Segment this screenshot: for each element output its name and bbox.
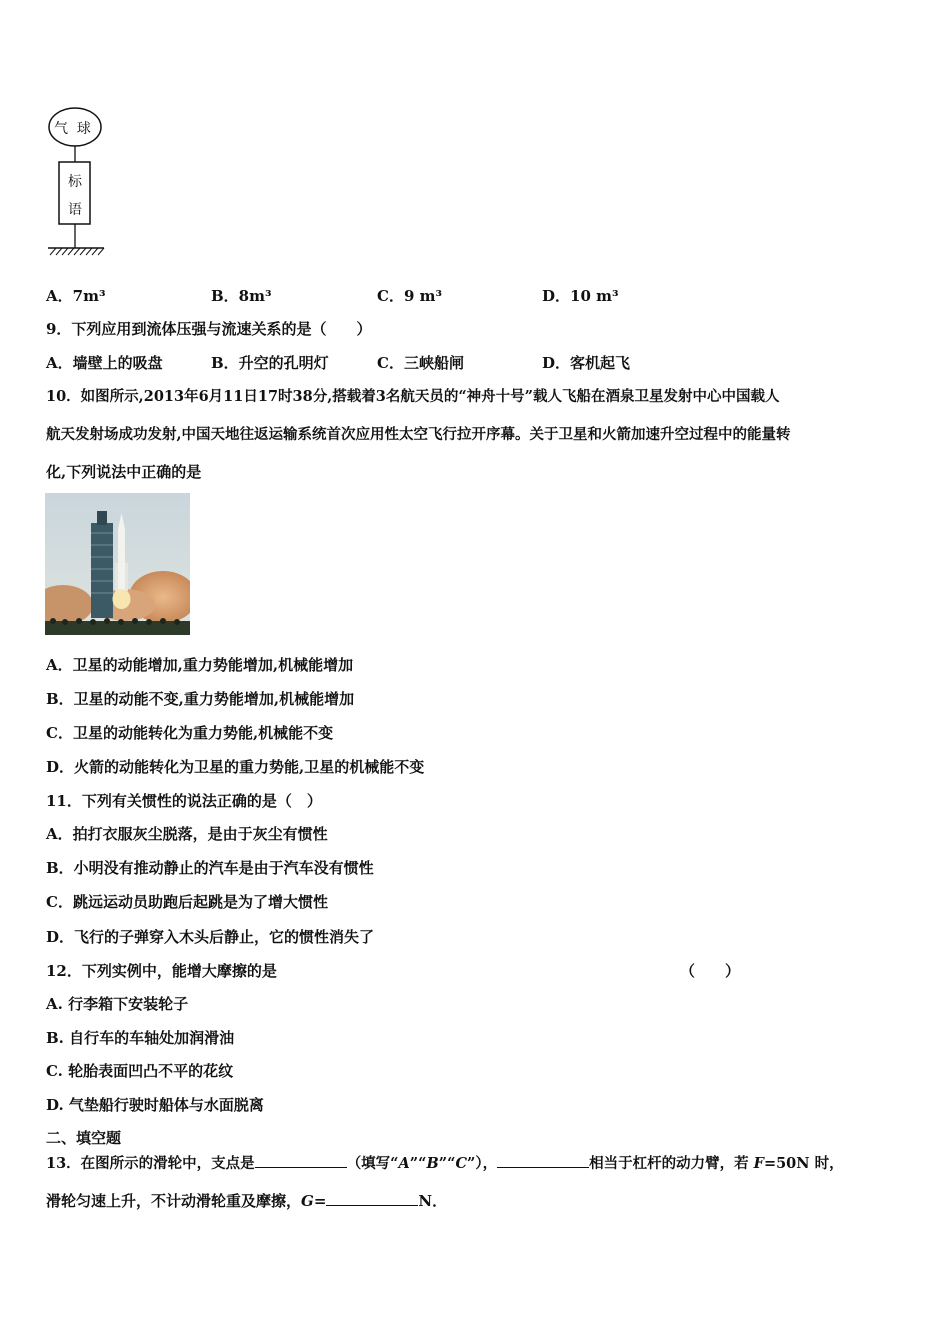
photo-flame xyxy=(113,589,131,609)
q12-option-b: B. 自行车的车轴处加润滑油 xyxy=(46,1029,235,1047)
q10-option-b: B．卫星的动能不变,重力势能增加,机械能增加 xyxy=(46,690,355,708)
q13-text-4: 相当于杠杆的动力臂，若 xyxy=(589,1155,754,1172)
photo-rocket-body xyxy=(118,529,125,591)
q9-option-c: C．三峡船闸 xyxy=(377,354,464,372)
balloon-label: 气 球 xyxy=(54,121,91,137)
q13-var-f: F xyxy=(753,1155,764,1172)
q8-option-c: C．9 m³ xyxy=(377,287,443,305)
q11-option-c: C．跳远运动员助跑后起跳是为了增大惯性 xyxy=(46,893,328,911)
photo-rocket-booster-r xyxy=(125,563,128,591)
q12-option-a: A. 行李箱下安装轮子 xyxy=(46,995,189,1013)
q10-stem-line-2: 航天发射场成功发射,中国天地往返运输系统首次应用性太空飞行拉开序幕。关于卫星和火箭加速升空过程中的能量转 xyxy=(46,426,791,443)
q11-option-b: B．小明没有推动静止的汽车是由于汽车没有惯性 xyxy=(46,859,374,877)
q13-text-5: =50N 时， xyxy=(763,1155,844,1172)
q9-option-b: B．升空的孔明灯 xyxy=(211,354,329,372)
banner-char-1: 标 xyxy=(68,174,82,190)
q12-option-c: C. 轮胎表面凹凸不平的花纹 xyxy=(46,1062,234,1080)
ground-hatching xyxy=(50,248,104,255)
q11-option-a: A．拍打衣服灰尘脱落，是由于灰尘有惯性 xyxy=(46,825,328,843)
q10-stem-line-1: 10．如图所示,2013年6月11日17时38分,搭载着3名航天员的“神舟十号”载人飞船在酒泉卫星发射中心中国载人 xyxy=(46,388,780,405)
q13-text-1: 13．在图所示的滑轮中，支点是 xyxy=(46,1155,255,1172)
q10-option-d: D．火箭的动能转化为卫星的重力势能,卫星的机械能不变 xyxy=(46,758,425,776)
q13-fulcrum-blank[interactable] xyxy=(255,1152,347,1168)
q13-label-b: B xyxy=(426,1155,439,1172)
q10-stem-line-3: 化,下列说法中正确的是 xyxy=(46,463,202,481)
photo-tower-top xyxy=(97,511,107,525)
q11-option-d: D．飞行的子弹穿入木头后静止，它的惯性消失了 xyxy=(46,928,375,946)
q9-option-d: D．客机起飞 xyxy=(542,354,631,372)
q8-option-d: D．10 m³ xyxy=(542,287,619,305)
q13-text-7: = xyxy=(313,1192,327,1210)
q13-line-2 xyxy=(46,1190,447,1211)
q13-text-3: ”）， xyxy=(466,1155,498,1172)
q13-var-g: G xyxy=(301,1192,314,1210)
q13-weight-blank[interactable] xyxy=(326,1190,418,1206)
q8-option-b: B．8m³ xyxy=(211,287,272,305)
rocket-launch-photo xyxy=(45,493,190,635)
q13-label-c: C xyxy=(455,1155,467,1172)
q13-text-6: 滑轮匀速上升，不计动滑轮重及摩擦， xyxy=(46,1192,302,1210)
q10-option-a: A．卫星的动能增加,重力势能增加,机械能增加 xyxy=(46,656,354,674)
q13-power-arm-blank[interactable] xyxy=(497,1152,589,1168)
q13-label-a: A xyxy=(398,1155,410,1172)
photo-tower xyxy=(91,523,113,618)
photo-rocket-booster-l xyxy=(115,563,118,591)
section-heading-fill-in: 二、填空题 xyxy=(46,1129,122,1147)
banner-char-2: 语 xyxy=(68,202,82,218)
q13-line-1: 13．在图所示的滑轮中，支点是 （填写“A”“B”“C”）， 相当于杠杆的动力臂，若 F=50N 时， xyxy=(46,1152,844,1174)
q13-text-2: （填写“ xyxy=(346,1155,399,1172)
q8-option-a: A．7m³ xyxy=(46,287,106,305)
q12-stem: 12．下列实例中，能增大摩擦的是 xyxy=(46,962,277,980)
q9-option-a: A．墙壁上的吸盘 xyxy=(46,354,163,372)
q11-stem: 11．下列有关惯性的说法正确的是（ ） xyxy=(46,792,322,810)
q13-text-8: N． xyxy=(418,1192,448,1210)
q10-option-c: C．卫星的动能转化为重力势能,机械能不变 xyxy=(46,724,334,742)
q12-answer-parentheses: （ ） xyxy=(680,962,741,980)
q12-option-d: D. 气垫船行驶时船体与水面脱离 xyxy=(46,1096,264,1114)
q9-stem: 9．下列应用到流体压强与流速关系的是（ ） xyxy=(46,320,372,338)
